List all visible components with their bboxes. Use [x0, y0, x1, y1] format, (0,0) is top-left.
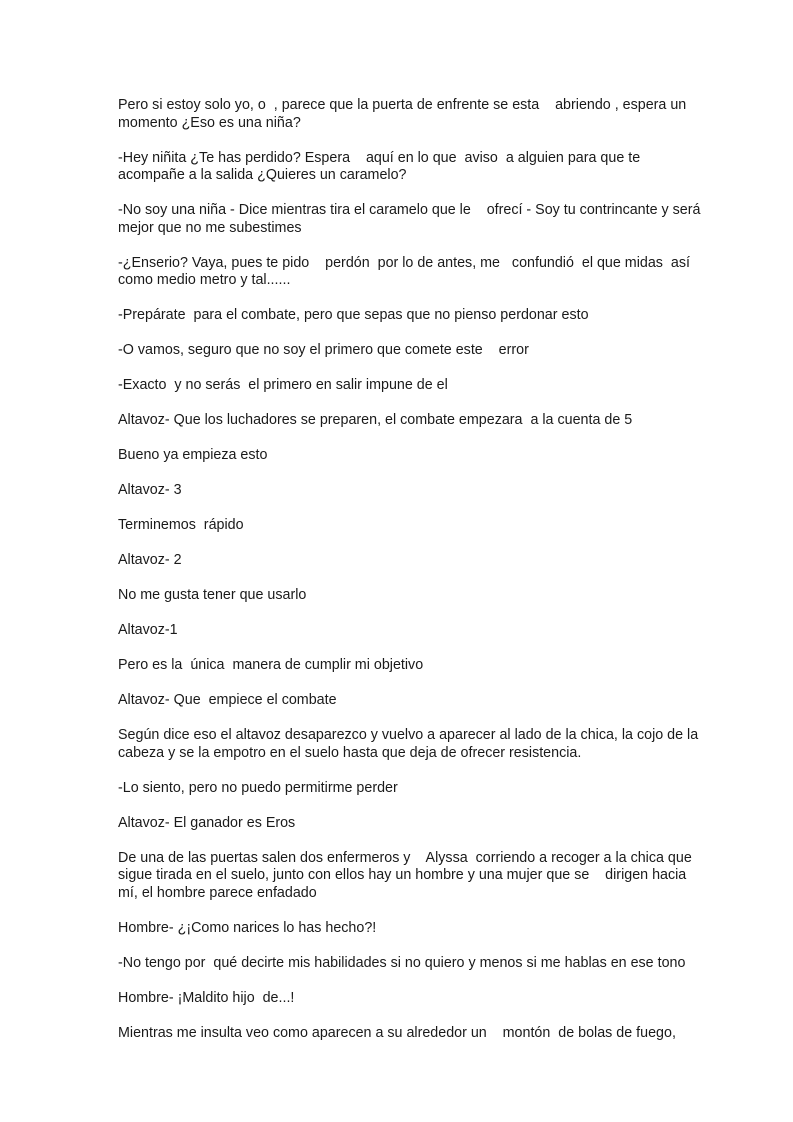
paragraph: Altavoz- Que los luchadores se preparen, el combate empezara a la cuenta de 5: [118, 412, 633, 428]
paragraph: Altavoz- Que empiece el combate: [118, 692, 337, 708]
paragraph: -Exacto y no serás el primero en salir impune de el: [118, 377, 448, 393]
paragraph: -¿Enserio? Vaya, pues te pido perdón por lo de antes, me confundió el que midas así como medio metro y tal......: [118, 254, 694, 288]
paragraph: Según dice eso el altavoz desaparezco y vuelvo a aparecer al lado de la chica, la cojo de la cabeza y se la empotro en el suelo hasta que deja de ofrecer resistencia.: [118, 727, 703, 761]
paragraph: Altavoz- 3: [118, 482, 182, 498]
paragraph: Pero si estoy solo yo, o , parece que la puerta de enfrente se esta abriendo , espera un momento ¿Eso es una niña?: [118, 97, 691, 131]
paragraph: Bueno ya empieza esto: [118, 447, 268, 463]
paragraph: No me gusta tener que usarlo: [118, 587, 307, 603]
paragraph: Pero es la única manera de cumplir mi objetivo: [118, 657, 424, 673]
paragraph: Hombre- ¿¡Como narices lo has hecho?!: [118, 919, 377, 936]
paragraph: Altavoz- 2: [118, 552, 182, 568]
paragraph: Altavoz-1: [118, 622, 178, 638]
paragraph: Terminemos rápido: [118, 517, 244, 533]
paragraph: Hombre- ¡Maldito hijo de...!: [118, 989, 295, 1006]
paragraph: -No soy una niña - Dice mientras tira el caramelo que le ofrecí - Soy tu contrincante y será mejor que no me subestimes: [118, 202, 709, 236]
paragraph: Mientras me insulta veo como aparecen a su alrededor un montón de bolas de fuego,: [118, 1024, 676, 1041]
paragraph: -No tengo por qué decirte mis habilidades si no quiero y menos si me hablas en ese tono: [118, 954, 686, 971]
paragraph: De una de las puertas salen dos enfermeros y Alyssa corriendo a recoger a la chica que sigue tirada en el suelo, junto con ellos hay un hombre y una mujer que se dirigen hacia mí, el hombre parece enfadado: [118, 849, 696, 901]
paragraph: -O vamos, seguro que no soy el primero que comete este error: [118, 342, 529, 358]
paragraph: -Lo siento, pero no puedo permitirme perder: [118, 779, 398, 796]
paragraph: -Hey niñita ¿Te has perdido? Espera aquí en lo que aviso a alguien para que te acompañe a la salida ¿Quieres un caramelo?: [118, 149, 645, 183]
paragraph: Altavoz- El ganador es Eros: [118, 814, 296, 831]
paragraph: -Prepárate para el combate, pero que sepas que no pienso perdonar esto: [118, 307, 589, 323]
document-body: [118, 97, 708, 1060]
